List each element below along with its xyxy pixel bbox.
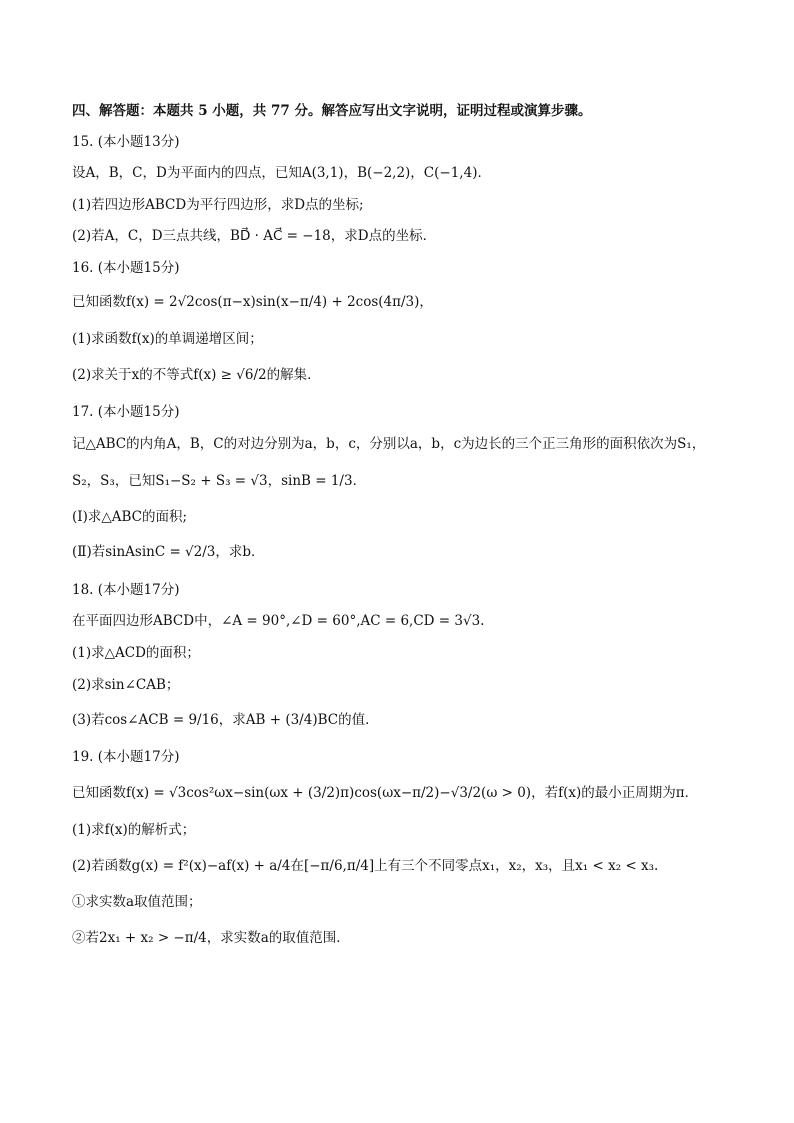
- problem-17-part-1: (Ⅰ)求△ABC的面积;: [72, 509, 188, 525]
- section-header: 四、解答题：本题共 5 小题，共 77 分。解答应写出文字说明，证明过程或演算步骤。: [72, 103, 592, 119]
- problem-16-part-2: (2)求关于x的不等式f(x) ≥ √6/2的解集．: [72, 367, 321, 383]
- problem-15-heading: 15. (本小题13分): [72, 134, 180, 150]
- problem-19-heading: 19. (本小题17分): [72, 749, 180, 765]
- problem-18-part-3: (3)若cos∠ACB = 9/16，求AB + (3/4)BC的值．: [72, 712, 379, 728]
- problem-19-part-2: (2)若函数g(x) = f²(x)−af(x) + a/4在[−π/6,π/4]上有三个不同零点x₁，x₂，x₃，且x₁ < x₂ < x₃.: [72, 858, 659, 874]
- problem-15-part-2: (2)若A，C，D三点共线，BD⃗ · AC⃗ = −18，求D点的坐标．: [72, 228, 437, 244]
- problem-19-statement: 已知函数f(x) = √3cos²ωx−sin(ωx + (3/2)π)cos(ωx−π/2)−√3/2(ω > 0)，若f(x)的最小正周期为π．: [72, 785, 699, 801]
- problem-15-statement: 设A，B，C，D为平面内的四点，已知A(3,1)，B(−2,2)，C(−1,4)．: [72, 165, 491, 181]
- problem-16-heading: 16. (本小题15分): [72, 260, 180, 276]
- problem-18-part-1: (1)求△ACD的面积；: [72, 645, 200, 661]
- problem-17-statement-2: S₂，S₃，已知S₁−S₂ + S₃ = √3，sinB = 1/3．: [72, 473, 367, 489]
- problem-19-subpart-1: ①求实数a取值范围；: [72, 894, 202, 910]
- problem-16-statement: 已知函数f(x) = 2√2cos(π−x)sin(x−π/4) + 2cos(4π/3)，: [72, 294, 433, 310]
- problem-17-statement-1: 记△ABC的内角A，B，C的对边分别为a，b，c，分别以a，b，c为边长的三个正三角形的面积依次为S₁，: [72, 436, 706, 452]
- problem-18-part-2: (2)求sin∠CAB；: [72, 677, 180, 693]
- problem-17-heading: 17. (本小题15分): [72, 404, 180, 420]
- problem-15-part-1: (1)若四边形ABCD为平行四边形，求D点的坐标;: [72, 197, 364, 213]
- problem-16-part-1: (1)求函数f(x)的单调递增区间；: [72, 331, 263, 347]
- problem-19-subpart-2: ②若2x₁ + x₂ > −π/4，求实数a的取值范围．: [72, 930, 350, 946]
- problem-17-part-2: (Ⅱ)若sinAsinC = √2/3，求b．: [72, 544, 265, 560]
- problem-19-part-1: (1)求f(x)的解析式；: [72, 822, 196, 838]
- problem-18-statement: 在平面四边形ABCD中，∠A = 90°,∠D = 60°,AC = 6,CD = 3√3.: [72, 613, 485, 629]
- problem-18-heading: 18. (本小题17分): [72, 582, 180, 598]
